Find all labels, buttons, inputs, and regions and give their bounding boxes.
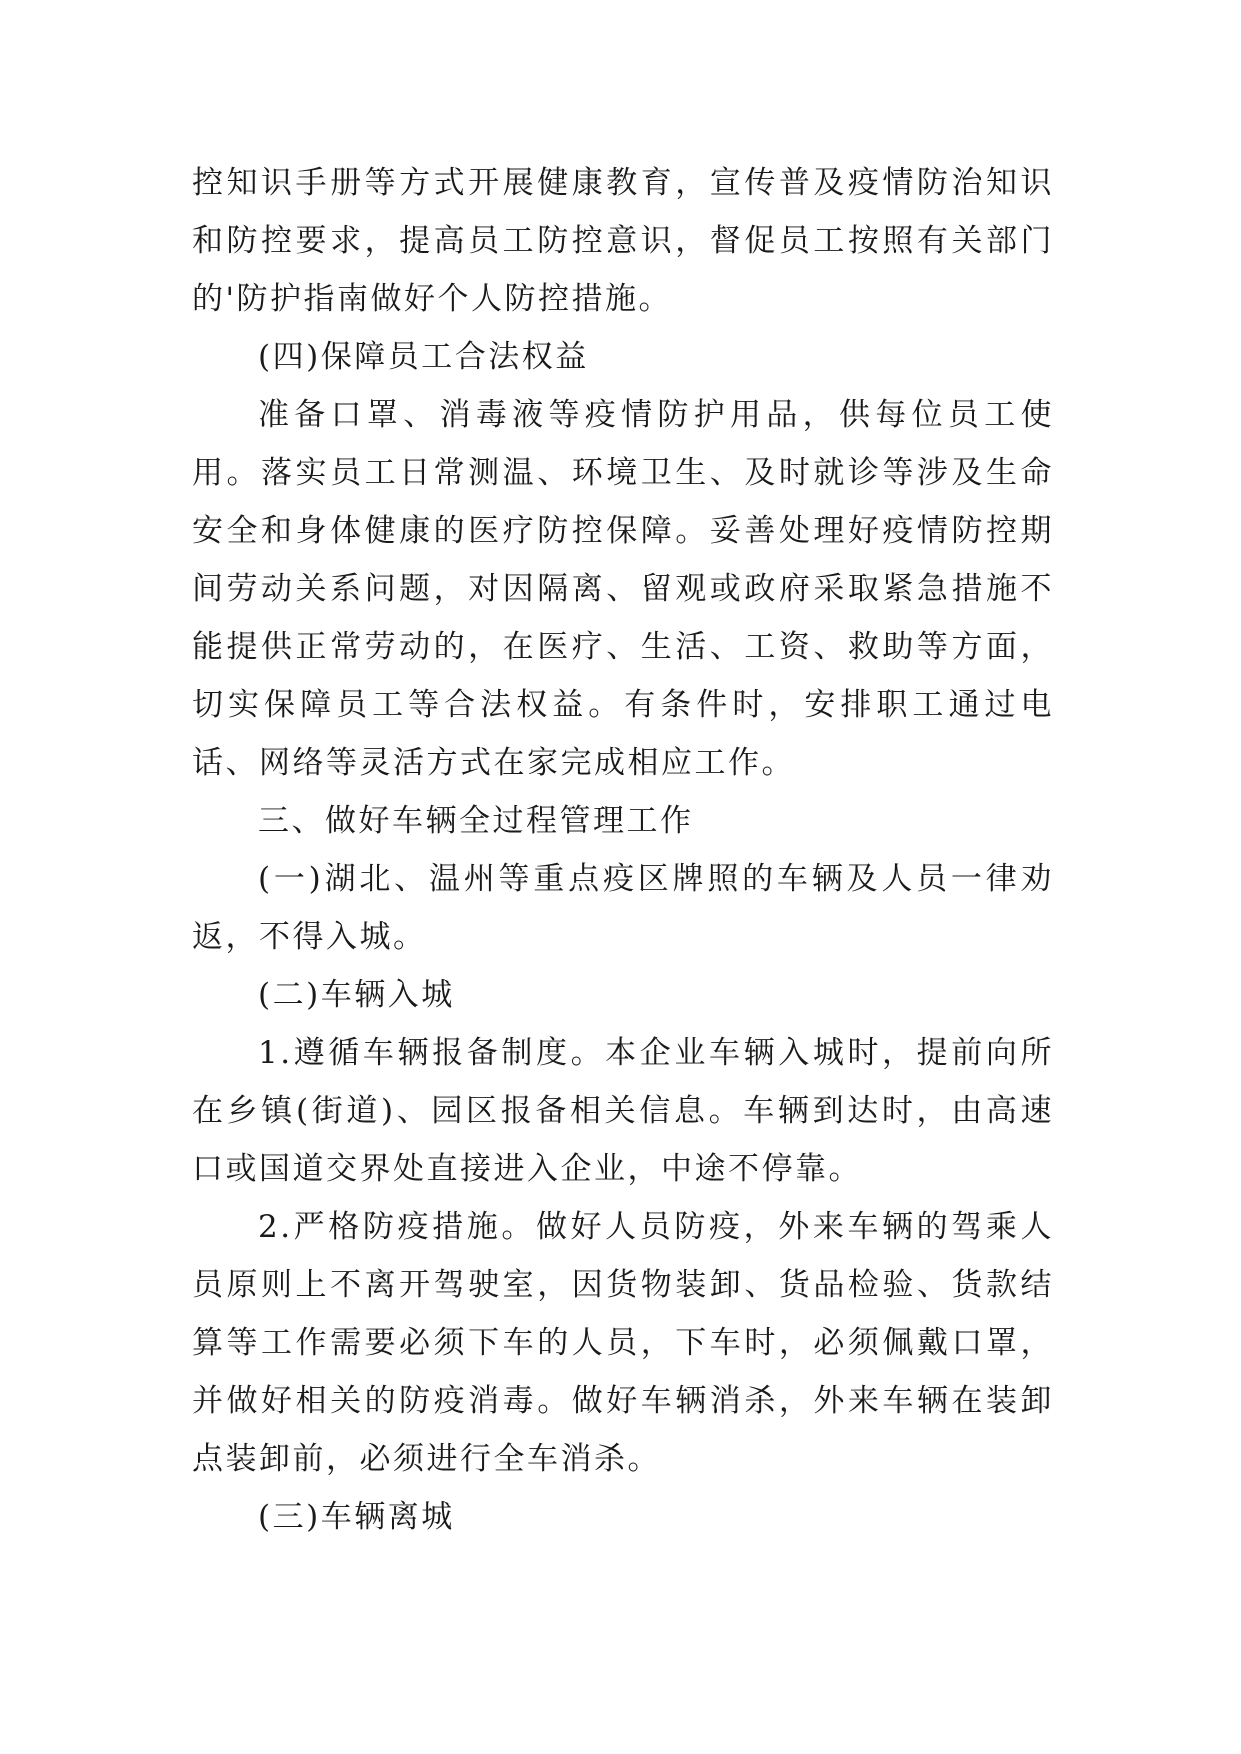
- paragraph-employee-rights: 准备口罩、消毒液等疫情防护用品，供每位员工使用。落实员工日常测温、环境卫生、及时就诊等涉及生命安全和身体健康的医疗防控保障。妥善处理好疫情防控期间劳动关系问题，对因隔离、留观或政府采取紧急措施不能提供正常劳动的，在医疗、生活、工资、救助等方面，切实保障员工等合法权益。有条件时，安排职工通过电话、网络等灵活方式在家完成相应工作。: [192, 397, 1054, 781]
- paragraph-epidemic-measures: 2.严格防疫措施。做好人员防疫，外来车辆的驾乘人员原则上不离开驾驶室，因货物装卸、货品检验、货款结算等工作需要必须下车的人员，下车时，必须佩戴口罩，并做好相关的防疫消毒。做好车辆消杀，外来车辆在装卸点装卸前，必须进行全车消杀。: [192, 1209, 1054, 1477]
- paragraph-health-education: 控知识手册等方式开展健康教育，宣传普及疫情防治知识和防控要求，提高员工防控意识，督促员工按照有关部门的'防护指南做好个人防控措施。: [192, 165, 1054, 317]
- document-body: [192, 154, 1054, 1546]
- heading-vehicle-management: 三、做好车辆全过程管理工作: [258, 803, 694, 839]
- paragraph-vehicle-restriction: (一)湖北、温州等重点疫区牌照的车辆及人员一律劝返，不得入城。: [192, 861, 1054, 955]
- heading-vehicle-entry: (二)车辆入城: [258, 977, 455, 1013]
- heading-vehicle-exit: (三)车辆离城: [258, 1499, 455, 1535]
- paragraph-vehicle-reporting: 1.遵循车辆报备制度。本企业车辆入城时，提前向所在乡镇(街道)、园区报备相关信息。车辆到达时，由高速口或国道交界处直接进入企业，中途不停靠。: [192, 1035, 1054, 1187]
- heading-protect-employee-rights: (四)保障员工合法权益: [258, 339, 589, 375]
